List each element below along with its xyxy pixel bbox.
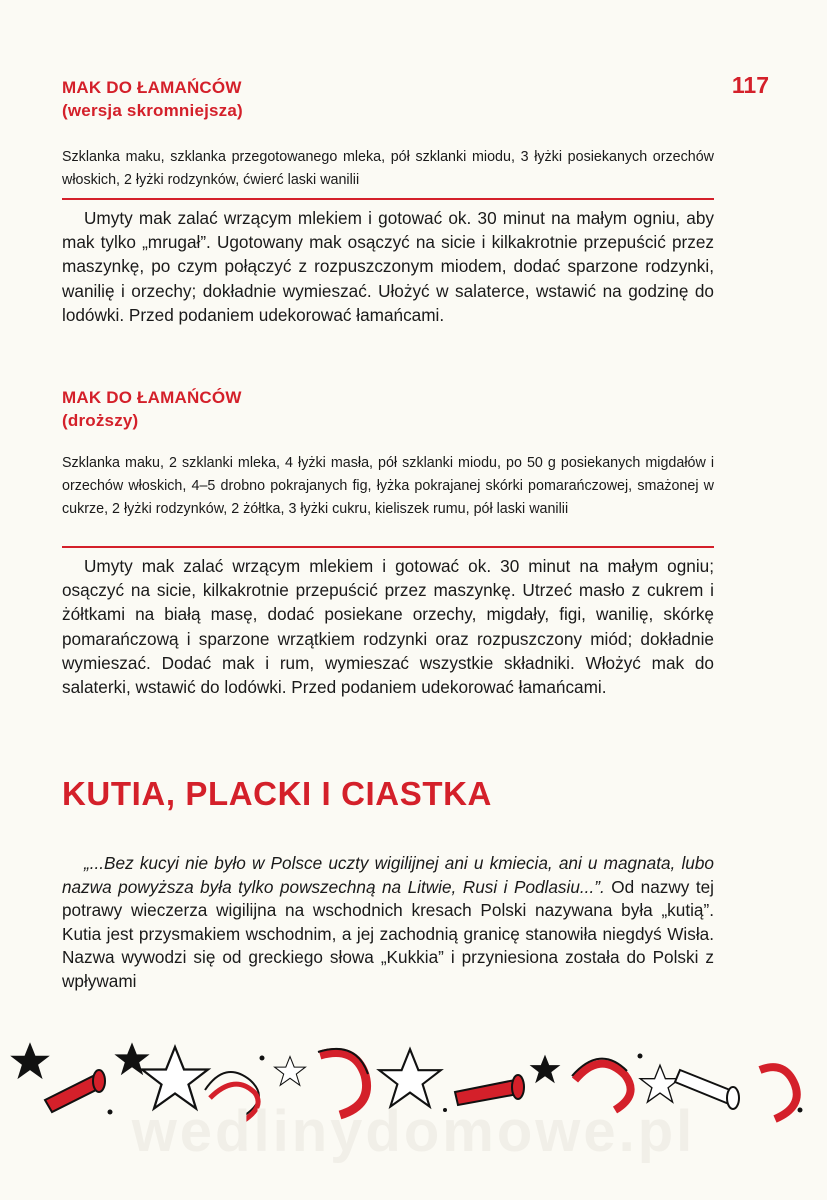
intro-text: Od nazwy tej potrawy wieczerza wigilijna na wschodnich kresach Polski nazywana była „kutią”. Kutia jest przysmakiem wschodnim, a jej zachodnią granicę stanowiła niegdyś Wisła. Nazwa wywodzi się od greckiego słowa „Kukkia” i przyniesiona została do Polski z wpływami: [62, 876, 714, 991]
intro-quote: „...Bez kucyi nie było w Polsce uczty wigilijnej ani u kmiecia, ani u magnata, lubo nazwa powyższa była tylko powszechną na Litwie, Rusi i Podlasiu...”.: [62, 853, 714, 897]
section-heading: KUTIA, PLACKI I CIASTKA: [62, 775, 492, 812]
recipe-2-title-sub: (droższy): [62, 411, 139, 430]
recipe-1-title: [62, 76, 243, 122]
watermark: wedlinydomowe.pl: [131, 1099, 696, 1164]
recipe-2-title: [62, 386, 242, 432]
recipe-1-ingredients: Szklanka maku, szklanka przegotowanego mleka, pół szklanki miodu, 3 łyżki posiekanych orzechów włoskich, 2 łyżki rodzynków, ćwierć laski wanilii: [62, 149, 714, 188]
recipe-2-ingredients: Szklanka maku, 2 szklanki mleka, 4 łyżki masła, pół szklanki miodu, po 50 g posiekanych migdałów i orzechów włoskich, 4–5 drobno pokrajanych fig, łyżka pokrajanej skórki pomarańczowej, smażonej w cukrze, 2 łyżki rodzynków, 2 żółtka, 3 łyżki cukru, kieliszek rumu, pół laski wanilii: [62, 455, 714, 517]
star-icon: [530, 1055, 561, 1084]
recipe-1-title-main: MAK DO ŁAMAŃCÓW: [62, 78, 242, 97]
recipe-2-divider: [62, 546, 714, 548]
recipe-1-method: Umyty mak zalać wrzącym mlekiem i gotować ok. 30 minut na małym ogniu, aby mak tylko „mrugał”. Ugotowany mak osączyć na sicie i kilkakrotnie przepuścić przez maszynkę, po czym połączyć z rozpuszczonym miodem, dodać sparzone rodzynki, wanilię i orzechy; dokładnie wymieszać. Ułożyć w salaterce, wstawić na godzinę do lodówki. Przed podaniem udekorować łamańcami.: [62, 208, 714, 325]
recipe-2-title-main: MAK DO ŁAMAŃCÓW: [62, 388, 242, 407]
recipe-1-title-sub: (wersja skromniejsza): [62, 101, 243, 120]
recipe-2-method: Umyty mak zalać wrzącym mlekiem i gotować ok. 30 minut na małym ogniu; osączyć na sicie, kilkakrotnie przepuścić przez maszynkę. Utrzeć masło z cukrem i żółtkami na białą masę, dodać posiekane orzechy, migdały, figi, wanilię, skórkę pomarańczową i sparzone wrzątkiem rodzynki oraz rozpuszczony miód; dokładnie wymieszać. Dodać mak i rum, wymieszać wszystkie składniki. Włożyć mak do salaterki, wstawić do lodówki. Przed podaniem udekorować łamańcami.: [62, 556, 714, 698]
star-icon: [640, 1065, 680, 1102]
section-intro: [62, 852, 714, 994]
page-number: 117: [731, 72, 769, 98]
star-icon: [10, 1042, 50, 1079]
star-icon: [275, 1057, 306, 1086]
recipe-1-divider: [62, 198, 714, 200]
